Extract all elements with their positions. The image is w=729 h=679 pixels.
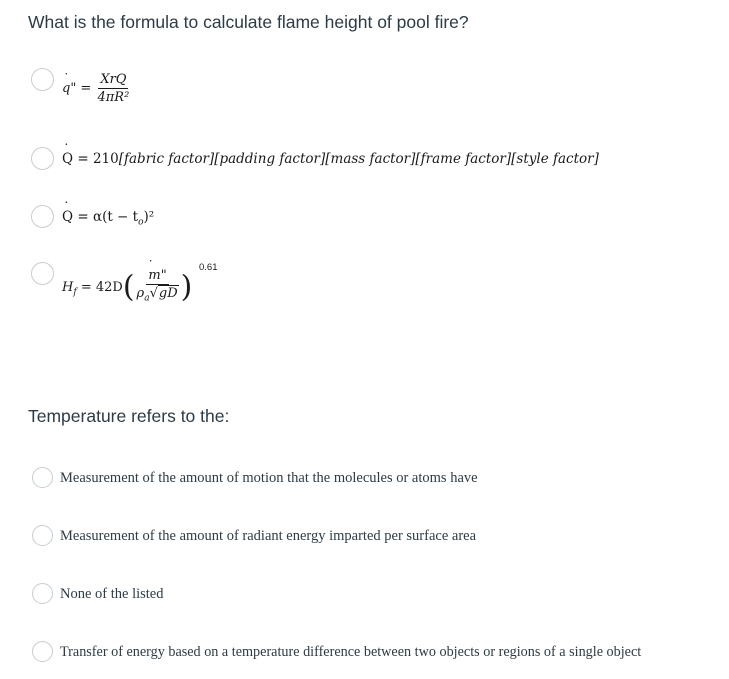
q1-option-a-formula	[62, 72, 131, 105]
q1-d-rho: ρ	[136, 286, 145, 301]
q1-a-denominator: 4πR²	[97, 90, 130, 105]
q1-d-open-paren: (	[122, 269, 135, 305]
q2-option-4-radio[interactable]	[32, 641, 53, 662]
q1-d-lhs-sub: f	[73, 287, 77, 298]
q1-option-d-radio[interactable]	[31, 262, 54, 285]
question-1-title: What is the formula to calculate flame height of pool fire?	[28, 12, 469, 32]
q1-b-prefix: Q = 210 ˙	[62, 151, 119, 167]
q1-c-sub: o	[138, 217, 144, 228]
q2-option-1-radio[interactable]	[32, 467, 53, 488]
q1-d-fraction	[135, 268, 181, 307]
q1-d-numerator: m" ˙	[146, 268, 168, 285]
q1-c-prefix: Q = α(t − t ˙	[62, 209, 138, 225]
q2-option-3-label[interactable]: None of the listed	[60, 586, 164, 602]
q1-d-lhs: H	[62, 279, 74, 295]
question-2-title: Temperature refers to the:	[28, 406, 230, 426]
q1-d-rho-sub: a	[144, 293, 150, 304]
q2-option-2-label[interactable]: Measurement of the amount of radiant energy imparted per surface area	[60, 528, 477, 544]
q1-option-a-radio[interactable]	[31, 68, 54, 91]
q2-option-2-radio[interactable]	[32, 525, 53, 546]
q2-option-3-radio[interactable]	[32, 583, 53, 604]
q1-option-c-formula	[62, 209, 154, 228]
q1-c-suffix: )²	[143, 209, 155, 225]
q1-a-numerator: XrQ	[100, 72, 127, 87]
q1-b-factors: [fabric factor][padding factor][mass factor][frame factor][style factor]	[118, 151, 599, 167]
q2-option-4-label[interactable]: Transfer of energy based on a temperature difference between two objects or regions of a single object	[60, 644, 642, 660]
q1-option-c-radio[interactable]	[31, 205, 54, 228]
q1-a-lhs: q" = ˙	[62, 81, 91, 96]
q1-option-b-formula	[62, 151, 599, 167]
q1-d-eq: = 42D	[80, 279, 123, 295]
q2-option-1-label[interactable]: Measurement of the amount of motion that the molecules or atoms have	[60, 470, 478, 486]
q1-option-d-formula	[62, 268, 192, 307]
q1-d-exponent: 0.61	[199, 262, 218, 273]
q1-a-fraction	[95, 72, 131, 105]
q1-d-denominator: $\rho_a√gD$	[136, 286, 178, 304]
q1-d-close-paren: )	[180, 269, 193, 305]
q1-d-sqrt: gD	[158, 286, 178, 301]
q1-option-b-radio[interactable]	[31, 147, 54, 170]
